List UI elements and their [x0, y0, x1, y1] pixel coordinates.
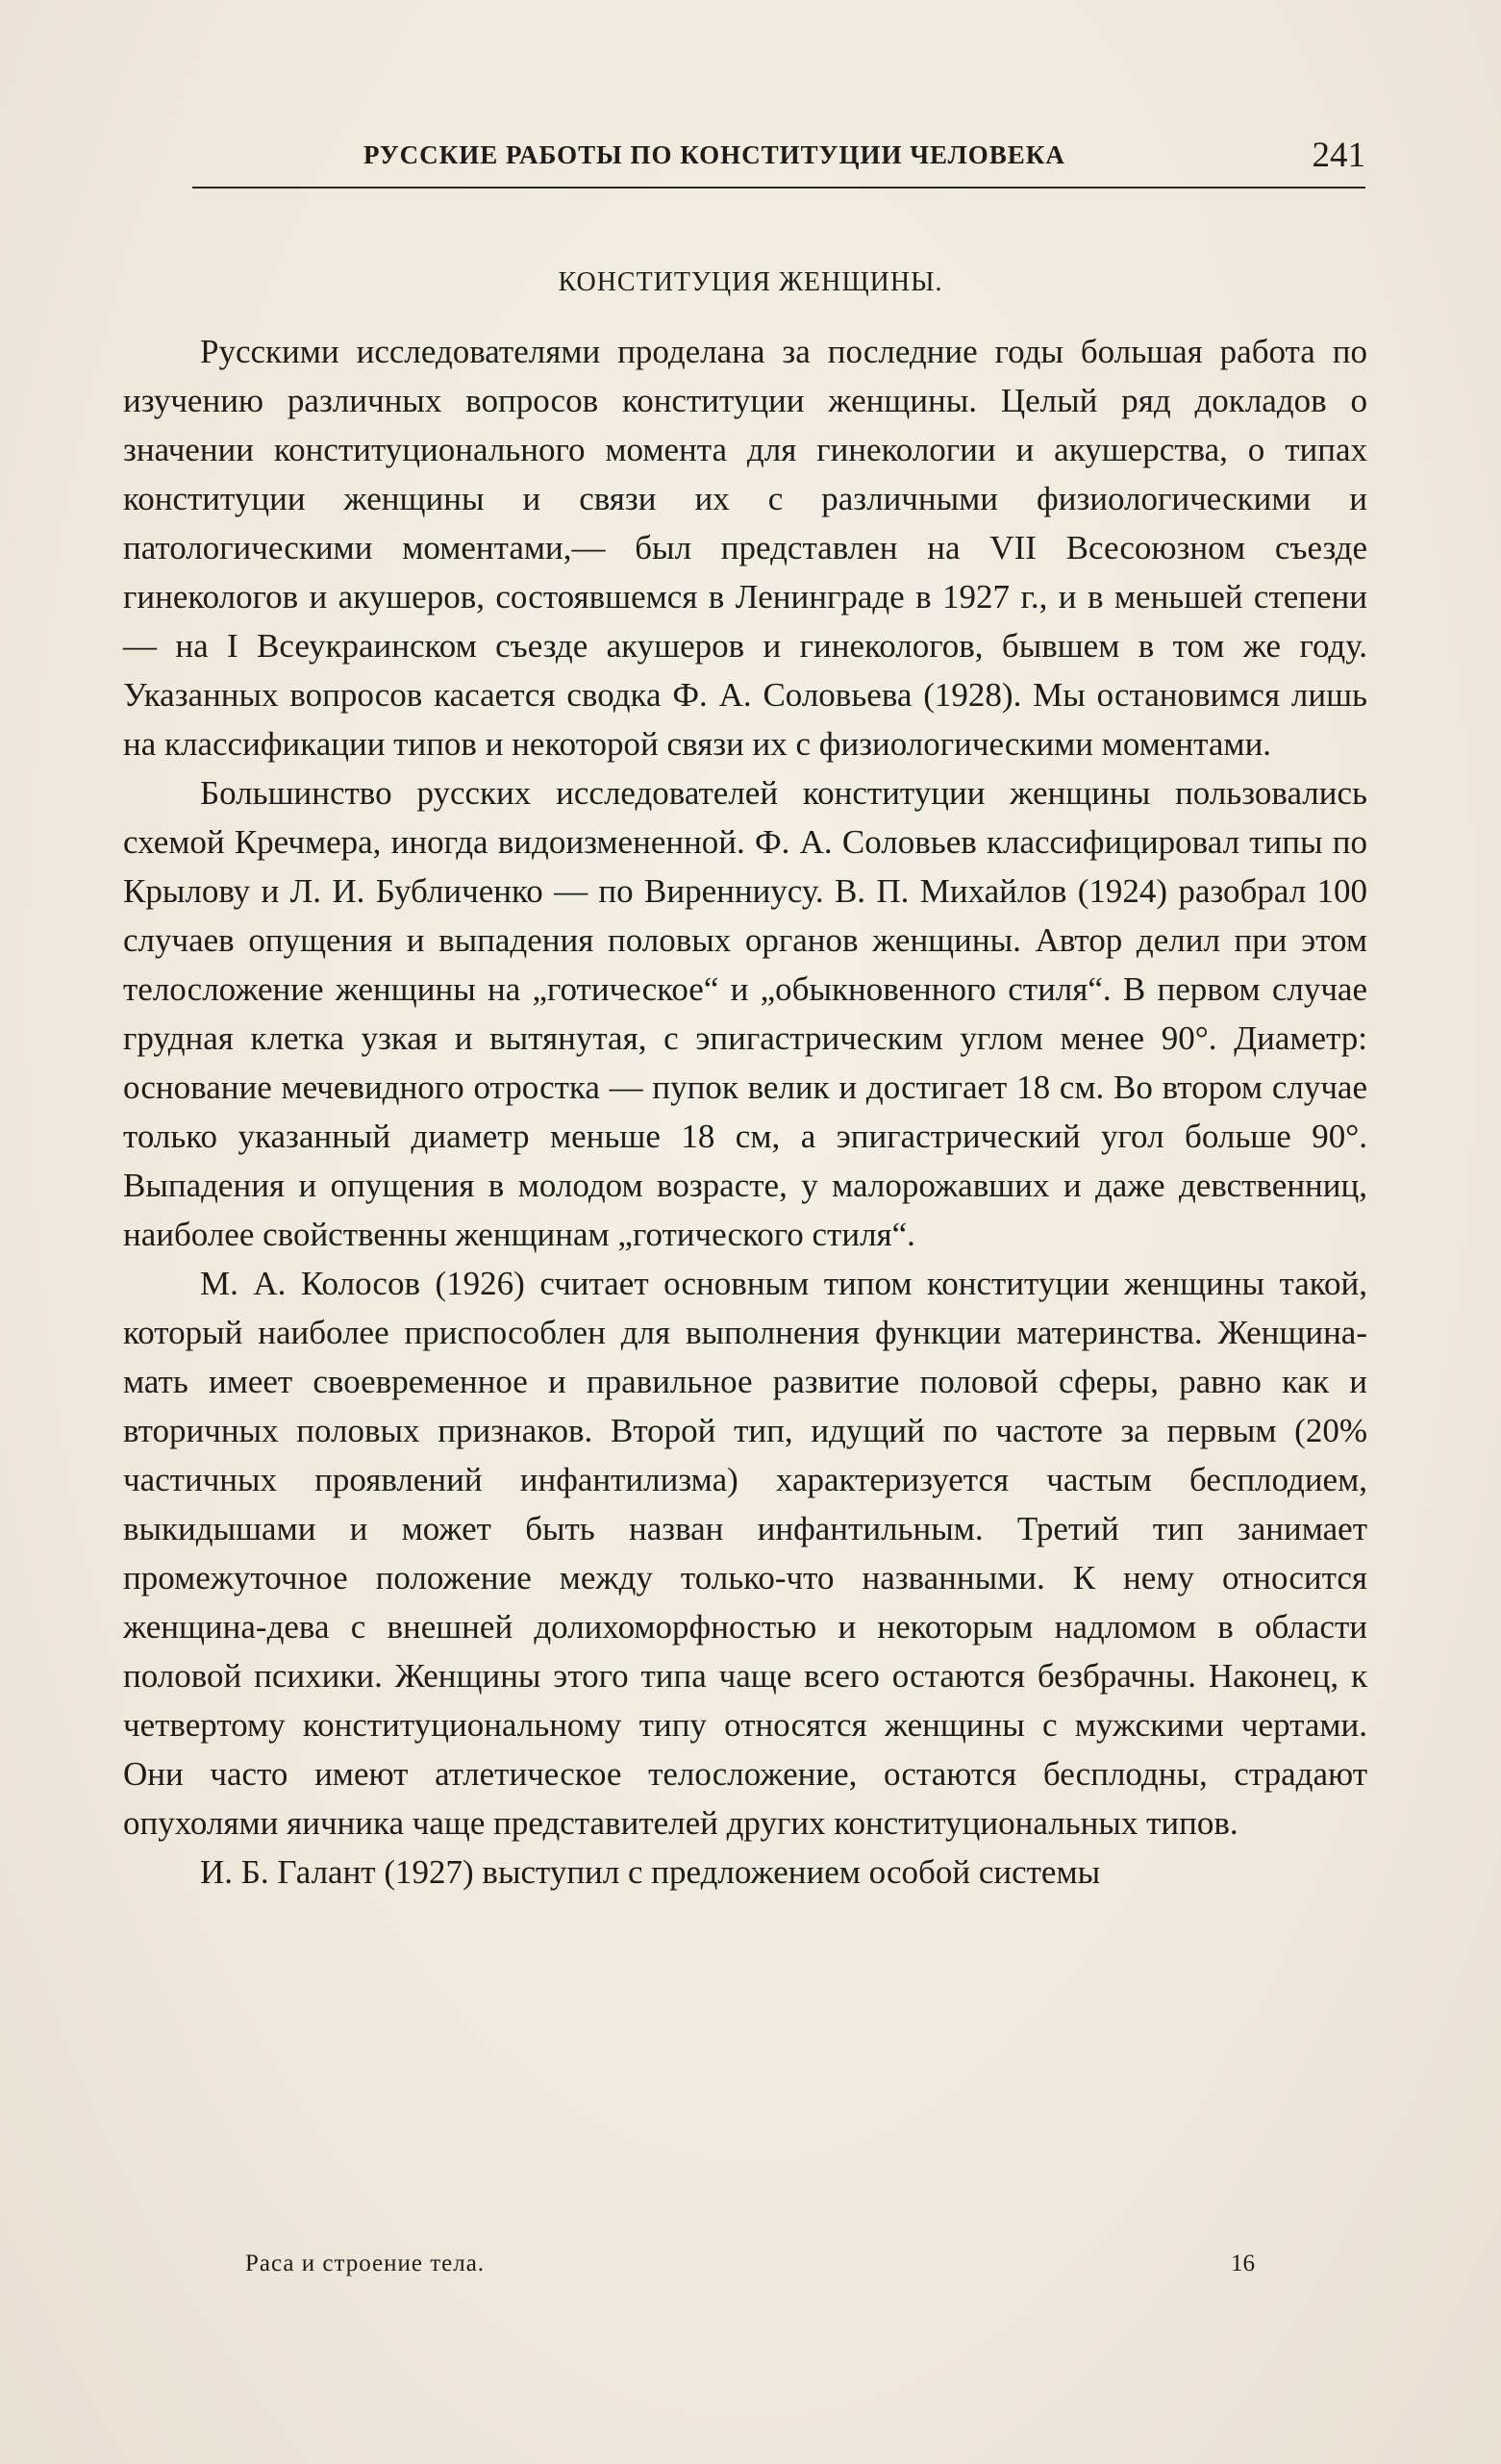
paragraph: М. А. Колосов (1926) считает основным типом конституции женщины такой, который наиболее приспособлен для выполнения функции материнства. Женщина-мать имеет своевременное и правильное развитие половой сферы, равно как и вторичных половых признаков. Второй тип, идущий по частоте за первым (20% частичных проявлений инфантилизма) характеризуется частым бесплодием, выкидышами и может быть назван инфантильным. Третий тип занимает промежуточное положение между только-что названными. К нему относится женщина-дева с внешней долихоморфностью и некоторым надломом в области половой психики. Женщины этого типа чаще всего остаются безбрачны. Наконец, к четвертому конституциональному типу относятся женщины с мужскими чертами. Они часто имеют атлетическое телосложение, остаются бесплодны, страдают опухолями яичника чаще представителей других конституциональных типов. [123, 1265, 1367, 1842]
section-title: КОНСТИТУЦИЯ ЖЕНЩИНЫ. [558, 267, 943, 297]
paragraph: И. Б. Галант (1927) выступил с предложением особой системы [200, 1853, 1101, 1891]
header-rule [192, 187, 1365, 189]
running-head [192, 135, 1365, 183]
paragraph: Русскими исследователями проделана за последние годы большая работа по изучению различных вопросов конституции женщины. Целый ряд докладов о значении конституционального момента для гинекологии и акушерства, о типах конституции женщины и связи их с различными физиологическими и патологическими моментами,— был представлен на VII Всесоюзном съезде гинекологов и акушеров, состоявшемся в Ленинграде в 1927 г., и в меньшей степени — на I Всеукраинском съезде акушеров и гинекологов, бывшем в том же году. Указанных вопросов касается сводка Ф. А. Соловьева (1928). Мы остановимся лишь на классификации типов и некоторой связи их с физиологическими моментами. [123, 333, 1367, 763]
page-footer [0, 2250, 1501, 2289]
running-title: РУССКИЕ РАБОТЫ ПО КОНСТИТУЦИИ ЧЕЛОВЕКА [363, 140, 1065, 169]
paragraph: Большинство русских исследователей конституции женщины пользовались схемой Кречмера, иногда видоизмененной. Ф. А. Соловьев классифицировал типы по Крылову и Л. И. Бубличенко — по Виренниусу. В. П. Михайлов (1924) разобрал 100 случаев опущения и выпадения половых органов женщины. Автор делил при этом телосложение женщины на „готическое“ и „обыкновенного стиля“. В первом случае грудная клетка узкая и вытянутая, с эпигастрическим углом менее 90°. Диаметр: основание мечевидного отростка — пупок велик и достигает 18 см. Во втором случае только указанный диаметр меньше 18 см, а эпигастрический угол больше 90°. Выпадения и опущения в молодом возрасте, у малорожавших и даже девственниц, наиболее свойственны женщинам „готического стиля“. [123, 774, 1367, 1253]
body-text [123, 327, 1367, 1897]
signature-mark: 16 [1231, 2250, 1255, 2276]
footer-book-title: Раса и строение тела. [245, 2250, 486, 2276]
page-number: 241 [1312, 136, 1365, 175]
